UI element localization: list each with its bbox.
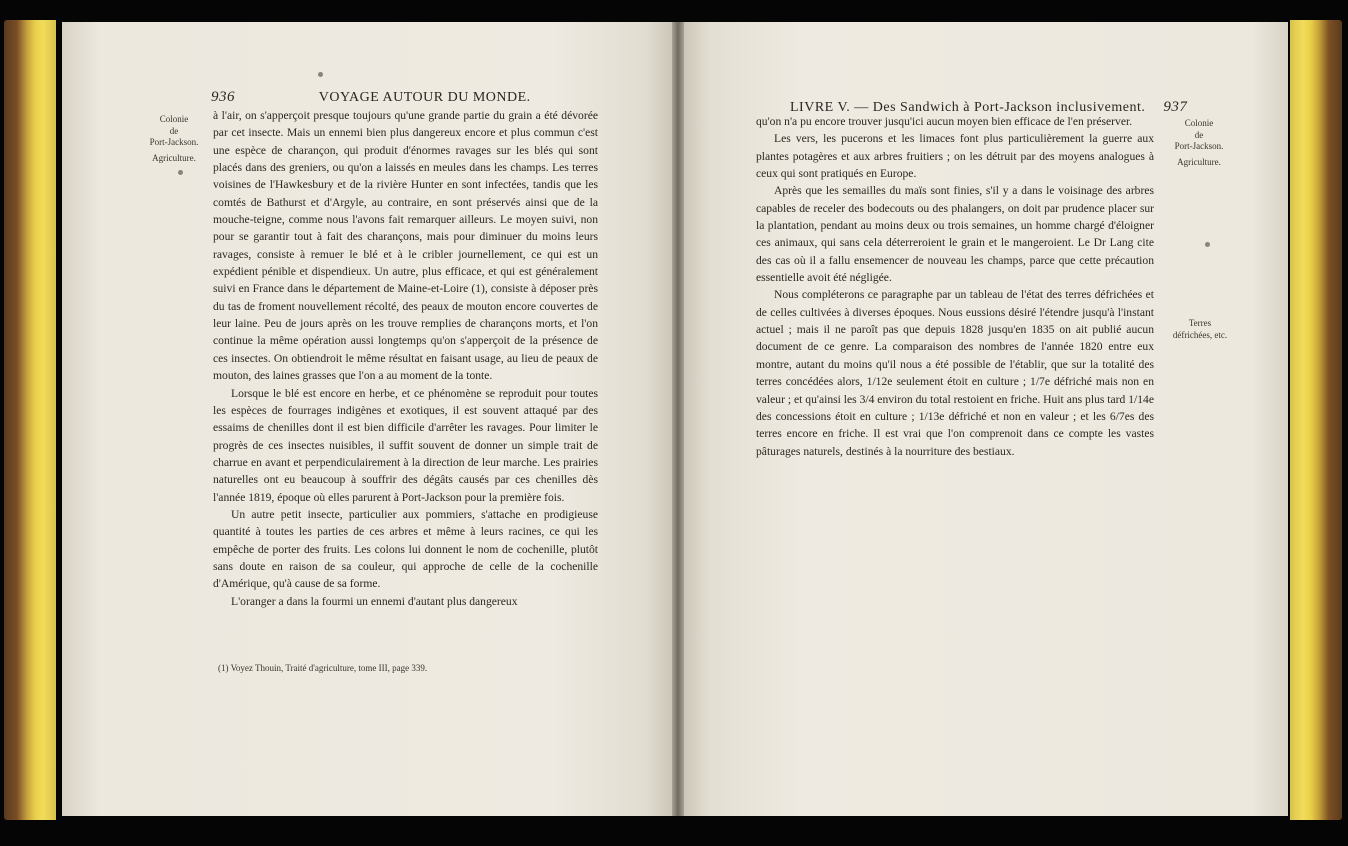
- paragraph: qu'on n'a pu encore trouver jusqu'ici aucun moyen bien efficace de l'en préserver.: [756, 115, 1133, 128]
- book-edge-right: [1290, 20, 1342, 820]
- book-edge-left: [4, 20, 56, 820]
- margin-note-line: de: [1194, 129, 1204, 140]
- right-margin-note-mid: [1158, 318, 1242, 341]
- margin-note-line: Agriculture.: [1177, 156, 1221, 167]
- right-title: LIVRE V. — Des Sandwich à Port-Jackson inclusivement.: [790, 100, 1146, 115]
- margin-note-line: Port-Jackson.: [149, 137, 199, 147]
- paragraph: L'oranger a dans la fourmi un ennemi d'autant plus dangereux: [231, 594, 518, 608]
- right-body-text: [756, 113, 1154, 460]
- left-page-number: 936: [211, 89, 235, 105]
- margin-note-line: Agriculture.: [152, 152, 196, 163]
- right-page-number: 937: [1163, 99, 1188, 115]
- margin-note-line: défrichées, etc.: [1172, 329, 1228, 340]
- margin-note-line: Colonie: [159, 114, 189, 124]
- left-margin-note: [140, 114, 208, 164]
- paragraph: Nous compléterons ce paragraphe par un tableau de l'état des terres défrichées et de celles cultivées à diverses époques. Nous eussions désiré l'étendre jusqu'à l'instant actuel ; mais il ne paroît pas que depuis 1828 jusqu'en 1835 on ait publié aucun document de ce genre. La comparaison des nombres de l'année 1820 entre eux montre, autant du moins qu'il nous a été possible de l'établir, que sur la totalité des terres concédées alors, 1/12e seulement étoit en culture ; 1/7e défriché mais non en valeur ; et qu'ainsi les 3/4 environ du total restoient en friche. Huit ans plus tard 1/14e des concessions étoit en culture ; 1/13e défriché et non en valeur ; et les 6/7es des terres encore en friche. Il est vrai que l'on comprenoit dans ce compte les vastes pâturages naturels, destinés à la nourriture des bestiaux.: [756, 288, 1154, 458]
- page-spot: [178, 170, 183, 175]
- right-margin-note-top: [1164, 118, 1234, 168]
- margin-note-line: Colonie: [1184, 118, 1214, 128]
- paragraph: Les vers, les pucerons et les limaces font plus particulièrement la guerre aux plantes potagères et aux arbres fruitiers ; on les détruit par des moyens analogues à ceux qui sont pratiqués en Europe.: [756, 132, 1154, 181]
- page-spot: [318, 72, 323, 77]
- paragraph: Un autre petit insecte, particulier aux pommiers, s'attache en prodigieuse quantité à toutes les parties de ces arbres et même à leurs racines, ce qui les empêche de porter des fruits. Les colons lui donnent le nom de cochenille, plutôt sans doute en raison de sa couleur, qui approche de celle de la cochenille d'Amérique, qu'à cause de sa forme.: [213, 507, 598, 591]
- margin-note-line: Terres: [1188, 318, 1212, 328]
- margin-note-line: de: [169, 125, 179, 136]
- book-gutter: [672, 22, 684, 816]
- paragraph: à l'air, on s'apperçoit presque toujours qu'une grande partie du grain a été dévorée par cet insecte. Mais un ennemi bien plus dangereux encore et plus commun c'est une espèce de charançon, qui produit d'énormes ravages sur les blés qui sont placés dans des greniers, ou qu'on a laissés en meules dans les champs. Les terres voisines de l'Hawkesbury et de la rivière Hunter en sont infectées, tandis que les comtés de Bathurst et d'Argyle, au contraire, en sont préservés ainsi que de la mouche-teigne, comme nous l'avons fait remarquer ailleurs. Le moyen suivi, non pour se garantir tout à fait des charançons, mais pour diminuer du moins leurs ravages, consiste à remuer le blé et à le cribler journellement, ce qui est un expédient pénible et dispendieux. Un autre, plus efficace, et qui est généralement suivi en France dans le département de Maine-et-Loire (1), consiste à déposer près du tas de froment nouvellement récolté, des peaux de mouton encore couvertes de leur laine. Peu de jours après on les trouve remplies de charançons morts, et l'on continue la même opération aussi longtemps qu'on s'apperçoit de la présence de ces insectes. On obtiendroit le même résultat en faisant usage, au lieu de peaux de mouton, des laines grasses que l'on a au moment de la tonte.: [213, 109, 598, 383]
- margin-note-line: Port-Jackson.: [1174, 141, 1224, 151]
- left-running-head: [211, 89, 531, 106]
- page-spot: [1205, 242, 1210, 247]
- left-title: VOYAGE AUTOUR DU MONDE.: [318, 90, 531, 105]
- paragraph: Lorsque le blé est encore en herbe, et ce phénomène se reproduit pour toutes les espèces de fourrages indigènes et exotiques, il est souvent attaqué par des essaims de chenilles dont il est bien difficile d'arrêter les ravages. Pour limiter le progrès de ces insectes nuisibles, il suffit souvent de donner un simple trait de charrue en avant et perpendiculairement à la direction de leur marche. Les prairies naturelles ont eu beaucoup à souffrir des dégâts causés par ces chenilles dès l'année 1819, époque où elles parurent à Port-Jackson pour la première fois.: [213, 386, 598, 504]
- paragraph: Après que les semailles du maïs sont finies, s'il y a dans le voisinage des arbres capables de receler des bodecouts ou des phalangers, on doit par prudence placer sur la plantation, pendant au moins deux ou trois semaines, un homme chargé d'éloigner ces animaux, qui sans cela déterreroient le grain et le mangeroient. Le Dr Lang cite des cas où il a fallu ensemencer de nouveau les champs, parce que cette précaution essentielle avoit été négligée.: [756, 184, 1154, 285]
- left-body-text: [213, 107, 598, 610]
- left-footnote: (1) Voyez Thouin, Traité d'agriculture, tome III, page 339.: [218, 663, 428, 673]
